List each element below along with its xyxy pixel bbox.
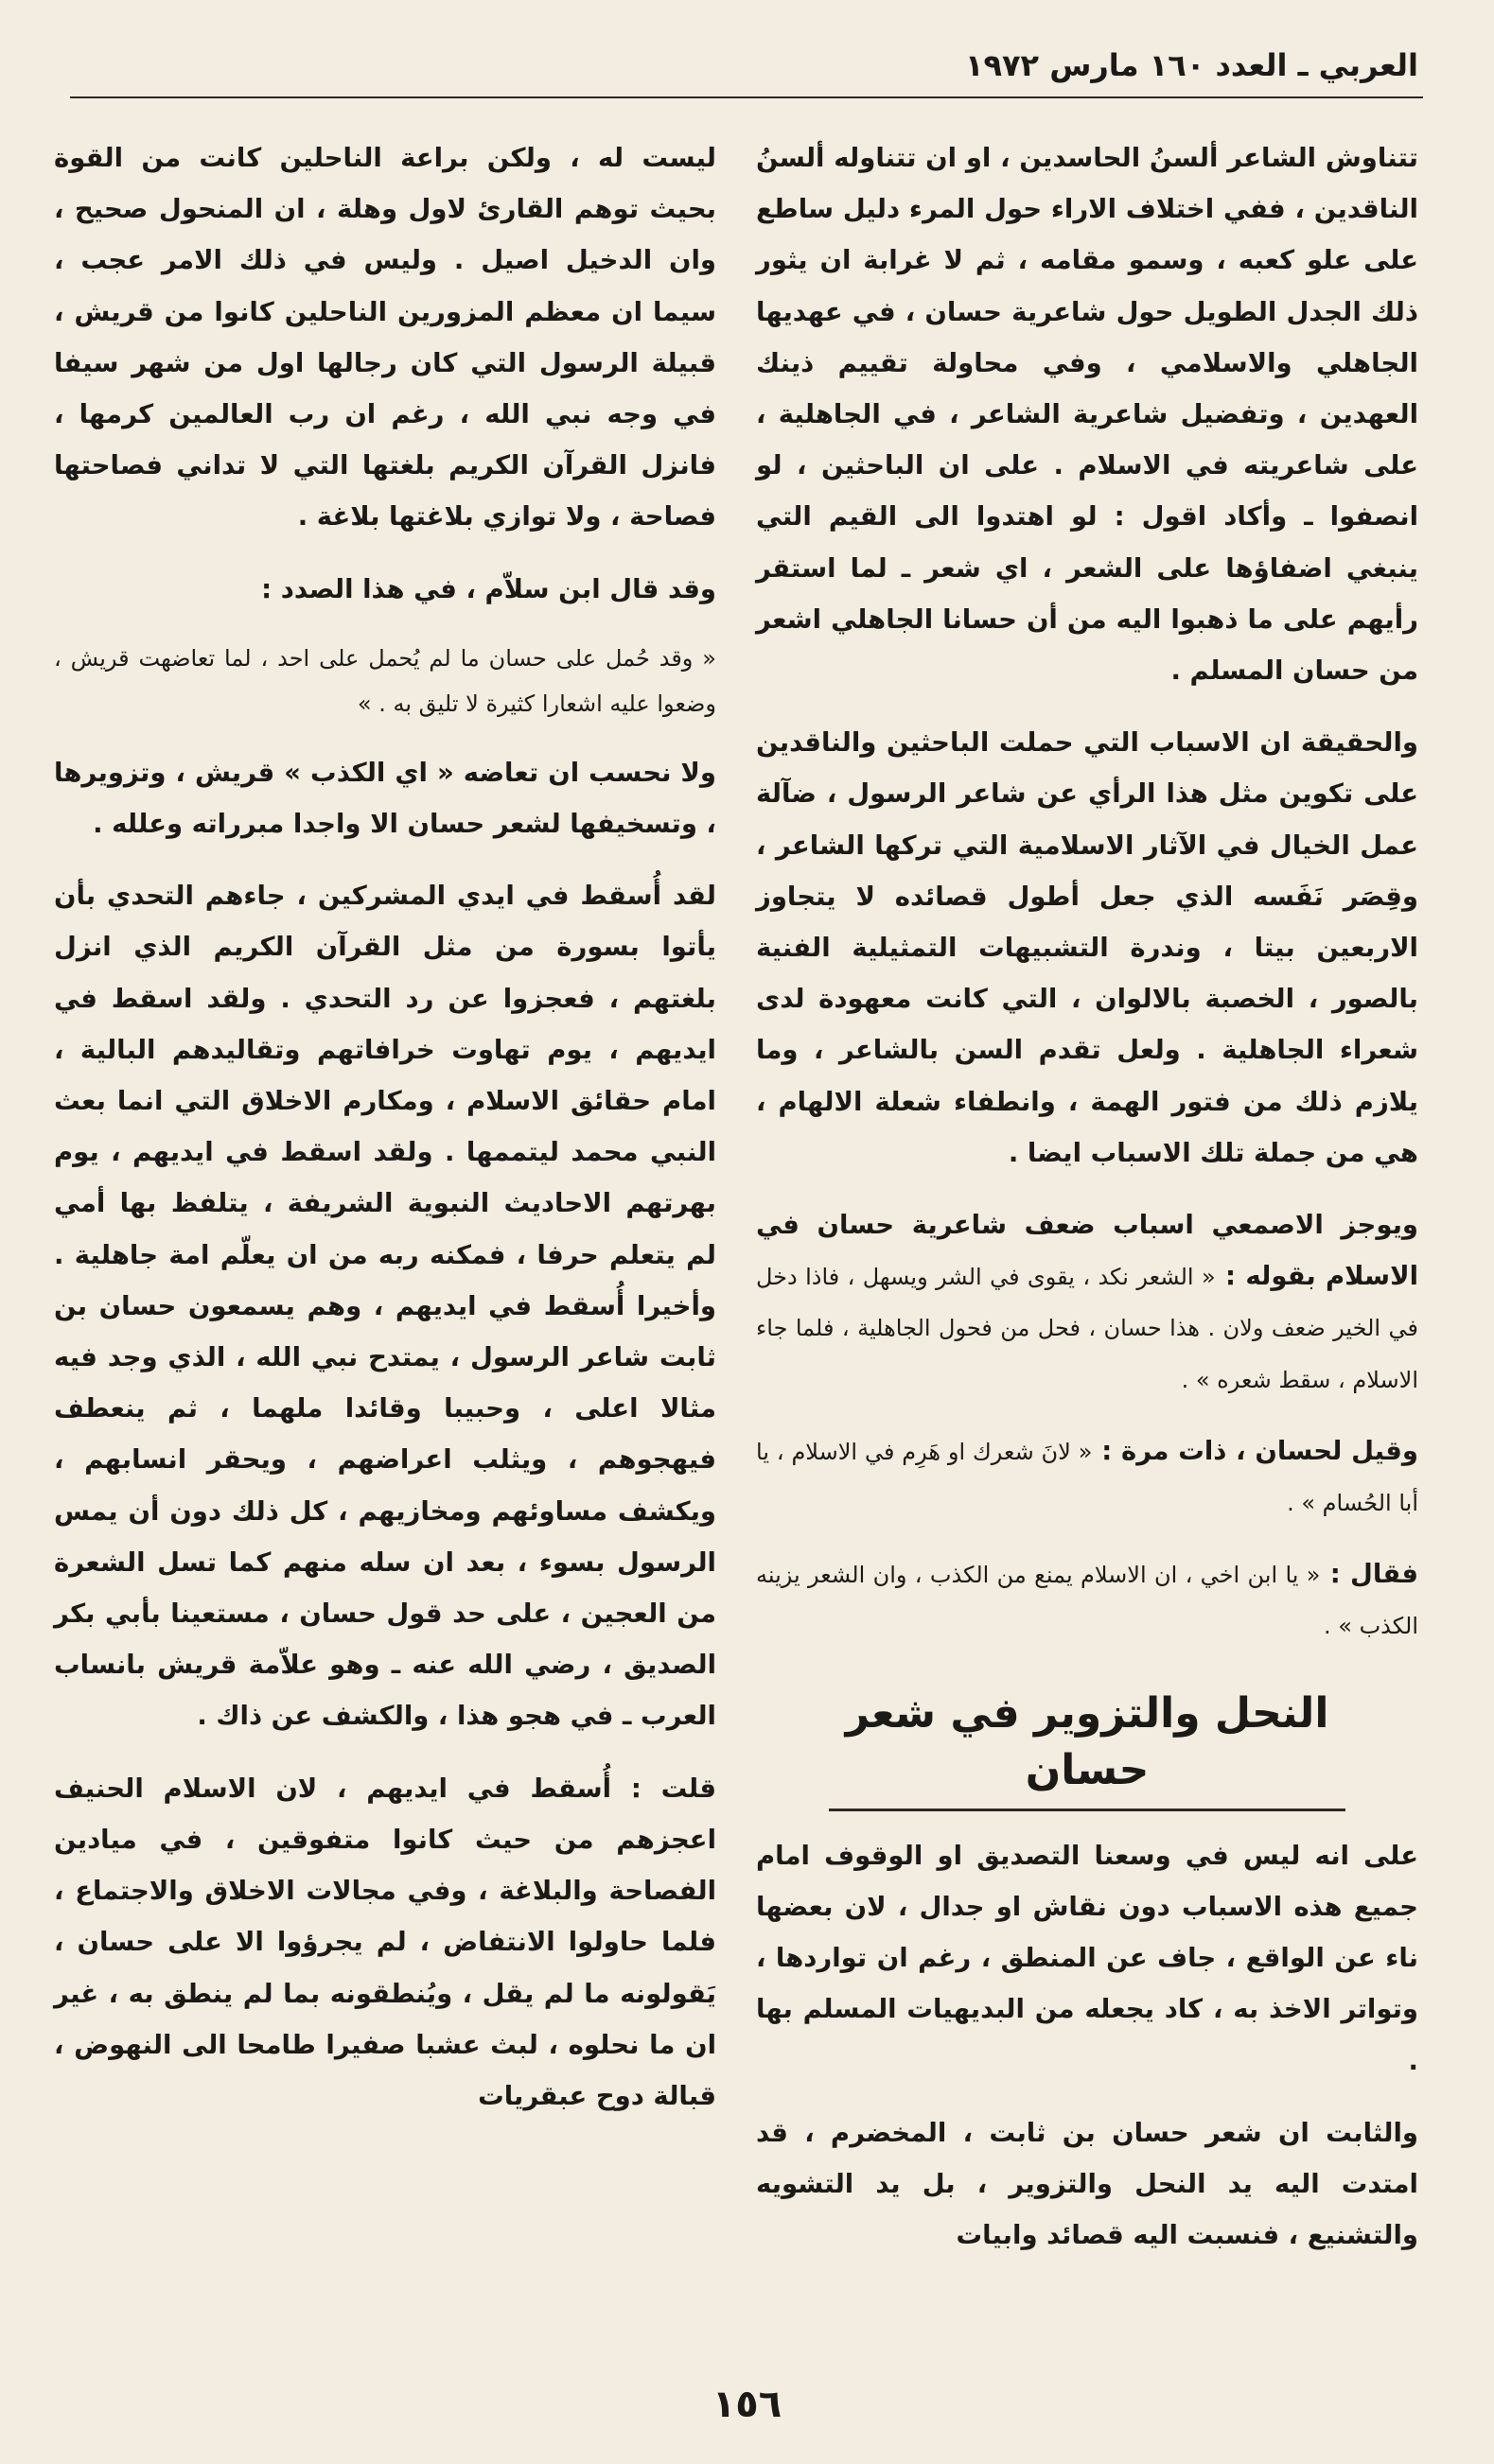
paragraph-lead: ويوجز الاصمعي اسباب ضعف شاعرية حسان في الاسلام بقوله : bbox=[756, 1210, 1419, 1292]
paragraph: على انه ليس في وسعنا التصديق او الوقوف امام جميع هذه الاسباب دون نقاش او جدال ، لان بعضها ناء عن الواقع ، جاف عن المنطق ، رغم ان تواردها ، وتواتر الاخذ به ، كاد يجعله من البديهيات المسلم بها . bbox=[756, 1840, 1418, 2076]
paragraph: والثابت ان شعر حسان بن ثابت ، المخضرم ، قد امتدت اليه يد النحل والتزوير ، بل يد التشويه والتشنيع ، فنسبت اليه قصائد وابيات bbox=[756, 2117, 1418, 2251]
paragraph: تتناوش الشاعر ألسنُ الحاسدين ، او ان تتناوله ألسنُ الناقدين ، ففي اختلاف الاراء حول المرء دليل ساطع على علو كعبه ، وسمو مقامه ، ثم لا غرابة ان يثور ذلك الجدل الطويل حول شاعرية حسان ، في عهديها الجاهلي والاسلامي ، وفي محاولة تقييم ذينك العهدين ، وتفضيل شاعرية الشاعر ، في الجاهلية ، على شاعريته في الاسلام . على ان الباحثين ، لو انصفوا ـ وأكاد اقول : لو اهتدوا الى القيم التي ينبغي اضفاؤها على الشعر ، اي شعر ـ لما استقر رأيهم على ما ذهبوا اليه من أن حسانا الجاهلي اشعر من حسان المسلم . bbox=[756, 143, 1418, 687]
paragraph-lead: وقيل لحسان ، ذات مرة : bbox=[1101, 1435, 1419, 1466]
paragraph bbox=[756, 1199, 1418, 1405]
paragraph-lead: فقال : bbox=[1329, 1559, 1418, 1590]
paragraph: والحقيقة ان الاسباب التي حملت الباحثين والناقدين على تكوين مثل هذا الرأي عن شاعر الرسول ، ضآلة عمل الخيال في الآثار الاسلامية التي تركها الشاعر ، وقِصَر نَفَسه الذي جعل أطول قصائده لا يتجاوز الاربعين بيتا ، وندرة التشبيهات التمثيلية الفنية بالصور ، الخصبة بالالوان ، التي كانت معهودة لدى شعراء الجاهلية . ولعل تقدم السن بالشاعر ، وما يلازم ذلك من فتور الهمة ، وانطفاء شعلة الالهام ، هي من جملة تلك الاسباب ايضا . bbox=[756, 727, 1418, 1168]
right-column bbox=[756, 132, 1418, 2281]
paragraph: ليست له ، ولكن براعة الناحلين كانت من القوة بحيث توهم القارئ لاول وهلة ، ان المنحول صحيح ، وان الدخيل اصيل . وليس في ذلك الامر عجب ، سيما ان معظم المزورين الناحلين كانوا من قريش ، قبيلة الرسول التي كان رجالها اول من شهر سيفا في وجه نبي الله ، رغم ان رب العالمين كرمها ، فانزل القرآن الكريم بلغتها التي لا تداني فصاحتها فصاحة ، ولا توازي بلاغتها بلاغة . bbox=[54, 143, 716, 533]
quote: « يا ابن اخي ، ان الاسلام يمنع من الكذب ، وان الشعر يزينه الكذب » . bbox=[756, 1562, 1418, 1640]
section-heading: النحل والتزوير في شعر حسان bbox=[829, 1686, 1345, 1811]
left-column bbox=[54, 132, 716, 2142]
page-number: ١٥٦ bbox=[712, 2383, 782, 2426]
paragraph: وقد قال ابن سلاّم ، في هذا الصدد : bbox=[261, 573, 716, 604]
paragraph bbox=[756, 1548, 1418, 1651]
paragraph bbox=[756, 1425, 1418, 1528]
quote: « لانَ شعرك او هَرِم في الاسلام ، يا أبا الحُسام » . bbox=[756, 1438, 1418, 1517]
quote: « وقد حُمل على حسان ما لم يُحمل على احد ، لما تعاضهت قريش ، وضعوا عليه اشعارا كثيرة لا تليق به . » bbox=[54, 644, 716, 717]
paragraph: لقد أُسقط في ايدي المشركين ، جاءهم التحدي بأن يأتوا بسورة من مثل القرآن الكريم الذي انزل بلغتهم ، فعجزوا عن رد التحدي . ولقد اسقط في ايديهم ، يوم تهاوت خرافاتهم وتقاليدهم البالية ، امام حقائق الاسلام ، ومكارم الاخلاق التي انما بعث النبي محمد ليتممها . ولقد اسقط في ايديهم ، يوم بهرتهم الاحاديث النبوية الشريفة ، يتلفظ بها أمي لم يتعلم حرفا ، فمكنه ربه من ان يعلّم امة جاهلية . وأخيرا أُسقط في ايديهم ، وهم يسمعون حسان بن ثابت شاعر الرسول ، يمتدح نبي الله ، الذي وجد فيه مثالا اعلى ، وحبيبا وقائدا ملهما ، ثم ينعطف فيهجوهم ، ويثلب اعراضهم ، ويحقر انسابهم ، ويكشف مساوئهم ومخازيهم ، كل ذلك دون أن يمس الرسول بسوء ، بعد ان سله منهم كما تسل الشعرة من العجين ، على حد قول حسان ، مستعينا بأبي بكر الصديق ، رضي الله عنه ـ وهو علاّمة قريش بانساب العرب ـ في هجو هذا ، والكشف عن ذاك . bbox=[54, 881, 716, 1732]
paragraph: قلت : أُسقط في ايديهم ، لان الاسلام الحنيف اعجزهم من حيث كانوا متفوقين ، في ميادين الفصاحة والبلاغة ، وفي مجالات الاخلاق والاجتماع ، فلما حاولوا الانتفاض ، لم يجرؤوا الا على حسان ، يَقولونه ما لم يقل ، ويُنطقونه بما لم ينطق به ، غير ان ما نحلوه ، لبث عشبا صفيرا طامحا الى النهوض ، قبالة دوح عبقريات bbox=[54, 1773, 716, 2111]
running-header: العربي ـ العدد ١٦٠ مارس ١٩٧٢ bbox=[964, 47, 1418, 83]
header-rule bbox=[70, 96, 1423, 98]
quote: « الشعر نكد ، يقوى في الشر ويسهل ، فاذا دخل في الخير ضعف ولان . هذا حسان ، فحل من فحول الجاهلية ، فلما جاء الاسلام ، سقط شعره » . bbox=[756, 1264, 1418, 1393]
paragraph: ولا نحسب ان تعاضه « اي الكذب » قريش ، وتزويرها ، وتسخيفها لشعر حسان الا واجدا مبرراته وعلله . bbox=[54, 757, 716, 840]
